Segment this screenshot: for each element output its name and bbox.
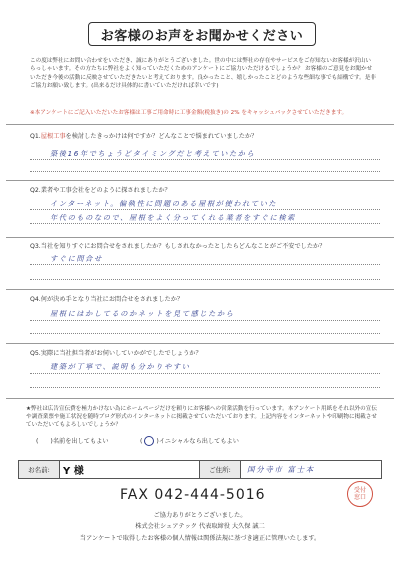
- answer-1: 築後16年でちょうどタイミングだと考えていたから: [50, 149, 256, 158]
- question-3-label: Q3.当社を知りすぐにお問合せをされましたか？もしされなかったとしたらどんなことがご不安でしたか？: [30, 243, 326, 250]
- question-1-label: [30, 131, 376, 140]
- answer-line: [30, 387, 380, 388]
- question-4-label: Q4.何が決め手となり当社にお問合せをされましたか？: [30, 296, 184, 303]
- question-2-label: Q2.業者や工事会社をどのように探されましたか？: [30, 187, 171, 194]
- answer-3: すぐに問合せ: [50, 254, 103, 263]
- seal-top-text: 受付: [353, 487, 366, 494]
- divider: [6, 124, 394, 125]
- answer-line: [30, 223, 380, 224]
- company-text: 株式会社シェアテック 代表取締役 大久保 誠二: [135, 523, 265, 530]
- divider: [6, 289, 394, 290]
- page-title: [88, 22, 316, 46]
- divider: [6, 237, 394, 238]
- question-5-label: Q5.実際に当社担当者がお伺いしていかがでしたでしょうか？: [30, 350, 202, 357]
- name-label: お名前:: [19, 461, 60, 478]
- answer-4: 屋根にはかしてるのかネットを見て感じたから: [50, 309, 235, 318]
- privacy-text: 当アンケートで取得したお客様の個人情報は関係法規に基づき適正に管理いたします。: [79, 535, 321, 542]
- divider: [6, 398, 394, 399]
- answer-line: [30, 279, 380, 280]
- publication-note: ★弊社は広告宣伝費を極力かけない為にホームページだけを頼りにお客様への営業活動を行っています。本アンケート用紙をそれ以外の宣伝や調査業票や施工状況を随時ブログ形式のインターネットに掲載させていただいております。上記内容をインターネットや印刷物に掲載させていただいてもよろしいでしょうか？: [26, 406, 377, 428]
- q1-highlight: 屋根工事: [40, 133, 66, 140]
- option-name-ok[interactable]: ( )名前を出してもよい: [36, 438, 109, 445]
- divider: [6, 180, 394, 181]
- address-label: ご住所:: [199, 461, 241, 478]
- answer-line: [30, 264, 380, 265]
- intro-paragraph: この度は弊社にお問い合わせをいただき、誠にありがとうございました。世の中には弊社の存在やサービスをご存知ないお客様が沢山いらっしゃいます。その方たちに弊社をよく知っていただくためのアンケートにご協力いただけるでしょうか？ お客様のご意見をお聞かせいただき今後の活動に反映させていただきたいと考えております。良かったこと、嬉しかったことどのような些細な事でも結構です。是非ご協力お願い致します。(出来るだけ具体的に書いていただければ幸いです): [30, 58, 376, 90]
- customer-info-box: [18, 460, 382, 479]
- answer-line: [30, 333, 380, 334]
- thanks-text: ご協力ありがとうございました。: [153, 512, 247, 519]
- selected-circle-icon: [144, 436, 154, 446]
- answer-5: 建築が丁寧で、説明も分かりやすい: [50, 362, 191, 371]
- answer-line: [30, 159, 380, 160]
- fax-number: FAX 042-444-5016: [120, 487, 266, 503]
- option-1-label: 名前を出してもよい: [52, 438, 109, 445]
- divider: [6, 343, 394, 344]
- answer-line: [30, 320, 380, 321]
- reception-seal: [347, 481, 373, 507]
- q1-prefix: Q1.: [30, 133, 41, 140]
- option-initial-ok[interactable]: ( )イニシャルなら出してもよい: [140, 438, 239, 445]
- customer-address: 国分寺市 富士本: [247, 465, 315, 474]
- answer-line: [30, 373, 380, 374]
- page-title-text: お客様のお声をお聞かせください: [100, 28, 304, 44]
- cashback-notice: ※本アンケートにご記入いただいたお客様は工事ご用命時に工事金額(税抜き)の 2% をキャッシュバックさせていただきます。: [30, 110, 348, 116]
- q1-suffix: を検討したきっかけは何ですか？どんなことで悩まれていましたか？: [65, 133, 258, 140]
- answer-2-line-1: インターネット。偏執性に問題のある屋根が使われていた: [50, 199, 278, 208]
- answer-2-line-2: 年代のものなので、屋根をよく分ってくれる業者をすぐに検索: [50, 213, 296, 222]
- answer-line: [30, 209, 380, 210]
- seal-bottom-text: 窓口: [353, 494, 366, 501]
- option-2-label: イニシャルなら出してもよい: [158, 438, 239, 445]
- customer-name: Y 様: [63, 466, 84, 477]
- answer-line: [30, 171, 380, 172]
